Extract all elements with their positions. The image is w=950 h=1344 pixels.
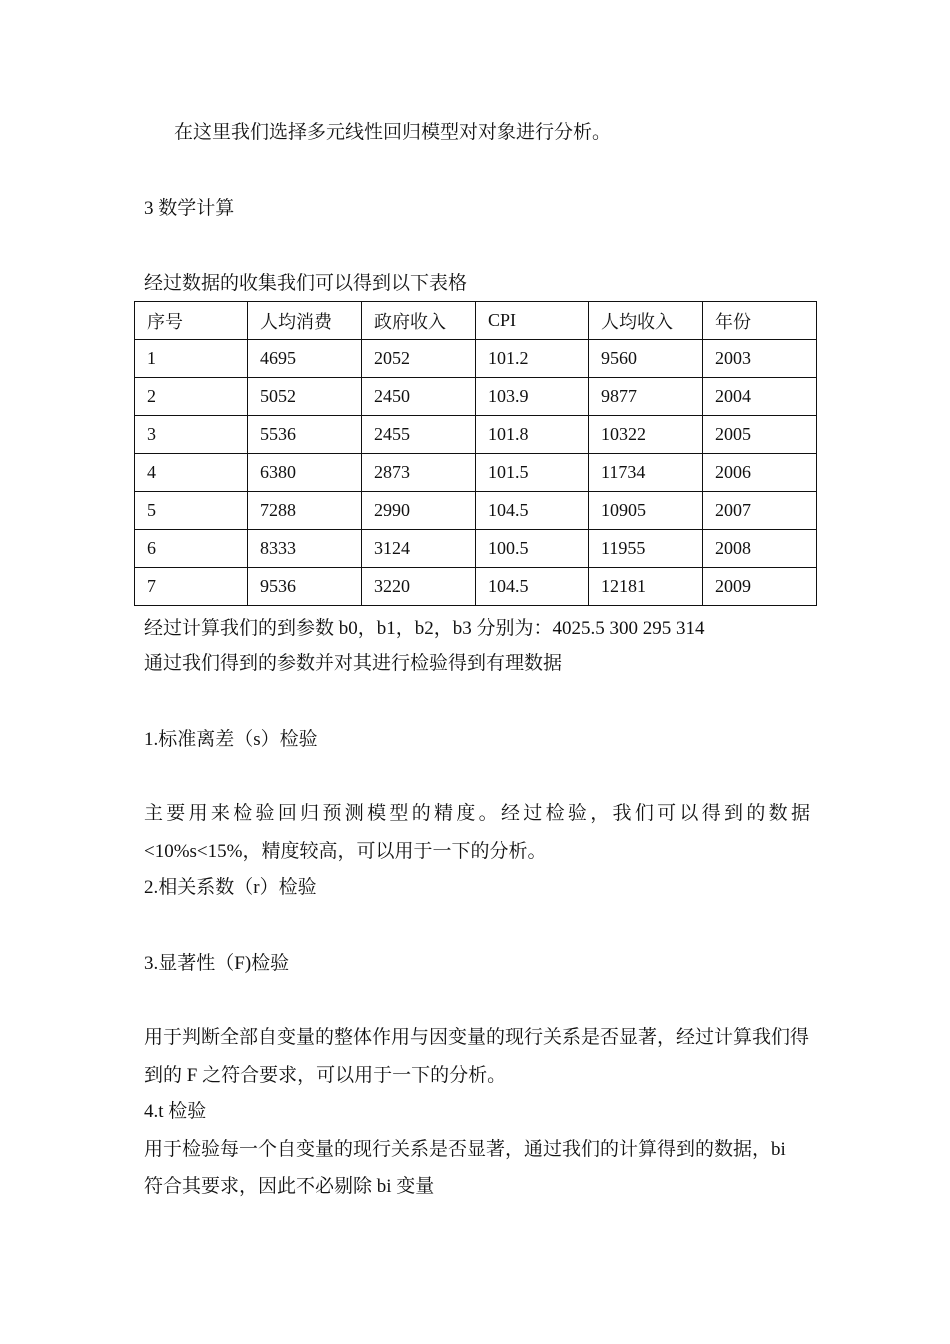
table-cell: 10322 <box>589 416 703 454</box>
table-cell: 103.9 <box>476 378 589 416</box>
table-cell: 9560 <box>589 340 703 378</box>
table-cell: 4 <box>135 454 248 492</box>
table-cell: 10905 <box>589 492 703 530</box>
table-cell: 3124 <box>362 530 476 568</box>
table-cell: 2009 <box>703 568 817 606</box>
parameters-line: 经过计算我们的到参数 b0，b1，b2，b3 分别为：4025.5 300 295 314 <box>144 618 705 639</box>
table-row <box>135 416 817 454</box>
table-cell: 8333 <box>248 530 362 568</box>
test3-body-line2: 到的 F 之符合要求，可以用于一下的分析。 <box>144 1065 507 1086</box>
table-cell: 5536 <box>248 416 362 454</box>
header-cell-government-income: 政府收入 <box>362 302 476 340</box>
table-cell: 9877 <box>589 378 703 416</box>
table-cell: 6380 <box>248 454 362 492</box>
table-cell: 12181 <box>589 568 703 606</box>
test2-heading: 2.相关系数（r）检验 <box>144 877 317 898</box>
table-header-row <box>135 302 817 340</box>
header-cell-cpi: CPI <box>476 302 589 340</box>
table-row <box>135 568 817 606</box>
table-cell: 2005 <box>703 416 817 454</box>
table-cell: 2990 <box>362 492 476 530</box>
header-cell-consumption: 人均消费 <box>248 302 362 340</box>
table-cell: 11734 <box>589 454 703 492</box>
table-cell: 7 <box>135 568 248 606</box>
table-cell: 3220 <box>362 568 476 606</box>
header-cell-index: 序号 <box>135 302 248 340</box>
table-cell: 2455 <box>362 416 476 454</box>
table-cell: 2873 <box>362 454 476 492</box>
header-cell-year: 年份 <box>703 302 817 340</box>
check-intro-line: 通过我们得到的参数并对其进行检验得到有理数据 <box>144 653 563 674</box>
table-cell: 100.5 <box>476 530 589 568</box>
table-cell: 101.2 <box>476 340 589 378</box>
table-cell: 2450 <box>362 378 476 416</box>
section-heading-math: 3 数学计算 <box>144 198 235 219</box>
table-cell: 11955 <box>589 530 703 568</box>
test1-heading: 1.标准离差（s）检验 <box>144 729 318 750</box>
header-cell-per-capita-income: 人均收入 <box>589 302 703 340</box>
intro-paragraph: 在这里我们选择多元线性回归模型对对象进行分析。 <box>174 122 612 143</box>
table-row <box>135 378 817 416</box>
table-row <box>135 530 817 568</box>
table-cell: 2 <box>135 378 248 416</box>
table-cell: 104.5 <box>476 492 589 530</box>
table-cell: 2006 <box>703 454 817 492</box>
test1-body-line2: <10%s<15%，精度较高，可以用于一下的分析。 <box>144 841 547 862</box>
table-cell: 2004 <box>703 378 817 416</box>
table-row <box>135 492 817 530</box>
table-cell: 6 <box>135 530 248 568</box>
table-row <box>135 454 817 492</box>
test1-body-line1: 主要用来检验回归预测模型的精度。经过检验，我们可以得到的数据 <box>144 803 810 824</box>
table-cell: 9536 <box>248 568 362 606</box>
data-table <box>134 301 817 606</box>
table-cell: 2008 <box>703 530 817 568</box>
table-cell: 101.5 <box>476 454 589 492</box>
table-caption: 经过数据的收集我们可以得到以下表格 <box>144 273 468 294</box>
table-row <box>135 340 817 378</box>
table-cell: 5 <box>135 492 248 530</box>
table-cell: 4695 <box>248 340 362 378</box>
test4-body-line1: 用于检验每一个自变量的现行关系是否显著，通过我们的计算得到的数据，bi <box>144 1139 786 1160</box>
test3-heading: 3.显著性（F)检验 <box>144 953 290 974</box>
test3-body-line1: 用于判断全部自变量的整体作用与因变量的现行关系是否显著，经过计算我们得 <box>144 1027 810 1048</box>
table-cell: 2052 <box>362 340 476 378</box>
table-cell: 7288 <box>248 492 362 530</box>
table-cell: 101.8 <box>476 416 589 454</box>
table-cell: 104.5 <box>476 568 589 606</box>
table-cell: 2003 <box>703 340 817 378</box>
test4-body-line2: 符合其要求，因此不必剔除 bi 变量 <box>144 1176 435 1197</box>
table-cell: 3 <box>135 416 248 454</box>
table-cell: 2007 <box>703 492 817 530</box>
test4-heading: 4.t 检验 <box>144 1101 207 1122</box>
table-cell: 1 <box>135 340 248 378</box>
table-cell: 5052 <box>248 378 362 416</box>
